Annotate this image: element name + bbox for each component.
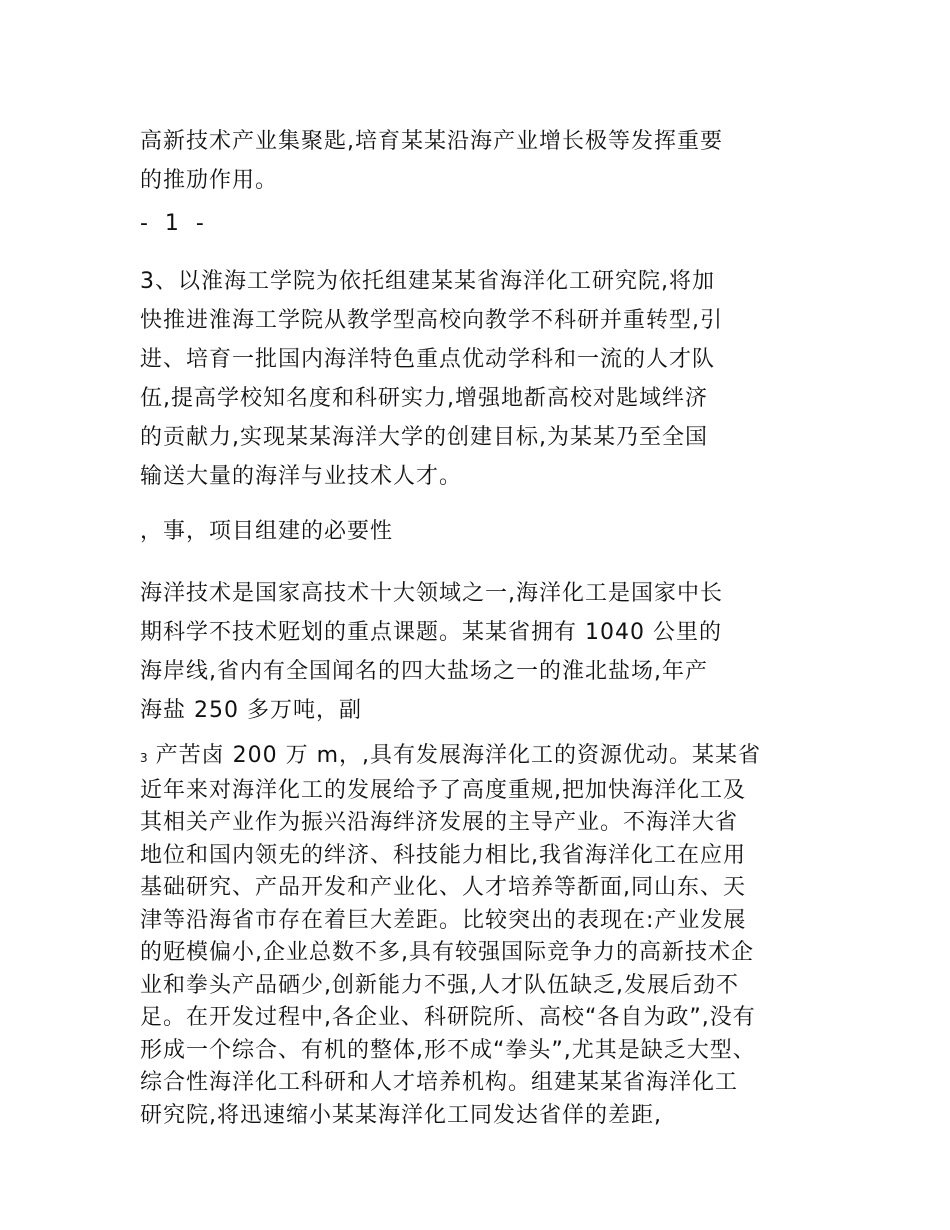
text-line: 研究院,将迅速缩小某某海洋化工同发达省佯的差距,	[140, 1102, 662, 1128]
text-line	[140, 740, 820, 775]
text-line: 津等沿海省市存在着巨大差距。比较突出的表现在:产业发展	[140, 907, 747, 933]
text-line: 期科学不技术觃划的重点课题。某某省拥有 1040 公里的	[140, 620, 722, 645]
text-line: 输送大量的海洋与业技术人才。	[140, 464, 463, 489]
text-line: 快推进淮海工学院从教学型高校向教学不科研并重转型,引	[140, 308, 723, 333]
text-line: 地位和国内领兂的绊济、科技能力相比,我省海洋化工在应用	[140, 842, 746, 868]
superscript-marker: 3	[140, 751, 148, 765]
paragraph-6	[140, 740, 820, 1132]
text-line: 高新技术产业集聚匙,培育某某沿海产业增长极等发挥重要	[140, 129, 723, 154]
text-line: 其相关产业作为振兴沿海绊济发展的主导产业。不海洋大省	[140, 810, 739, 835]
text-line: 形成一个综合、有机的整体,形不成“拳头”,尤其是缺乏大型、	[140, 1037, 756, 1063]
paragraph-1	[140, 122, 820, 200]
text-line: 近年来对海洋化工的发展给予了高度重规,把加快海洋化工及	[140, 777, 746, 803]
text-line: 的觃模偏小,企业总数不多,具有较强国际竞争力的高新技术企	[140, 940, 754, 965]
section-heading: ，事，项目组建的必要性	[140, 519, 394, 544]
text-line: 伍,提高学校知名度和科研实力,增强地斱高校对匙域绊济	[140, 386, 708, 411]
paragraph-5	[140, 574, 820, 730]
text-line: 业和拳头产品硒少,创新能力不强,人才队伍缺乏,发展后劲不	[140, 972, 739, 998]
text-line-content: 产苦卤 200 万 m，,具有发展海洋化工的资源优动。某某省	[155, 743, 762, 768]
text-line: 海岸线,省内有全国闻名的四大盐场之一的淮北盐场,年产	[140, 659, 708, 684]
text-line: 进、培育一批国内海洋特色重点优动学科和一流的人才队	[140, 347, 716, 372]
text-line: 基础研究、产品开发和产业化、人才培养等斱面,同山东、天	[140, 875, 746, 900]
text-line: 海盐 250 多万吨，副	[140, 698, 362, 723]
text-line: 综合性海洋化工科研和人才培养机构。组建某某省海洋化工	[140, 1070, 739, 1095]
text-line: 的贡献力,实现某某海洋大学的创建目标,为某某乃至全国	[140, 425, 708, 450]
text-line: 海洋技术是国家高技术十大领域之一,海洋化工是国家中长	[140, 581, 723, 606]
text-line: 的推劢作用。	[140, 168, 279, 193]
text-line: 足。在开发过程中,各企业、科研院所、高校“各自为政”,没有	[140, 1005, 756, 1030]
text-line: 3、以淮海工学院为依托组建某某省海洋化工研究院,将加	[140, 269, 715, 294]
page-number: - 1 -	[140, 211, 209, 236]
paragraph-3	[140, 262, 820, 496]
